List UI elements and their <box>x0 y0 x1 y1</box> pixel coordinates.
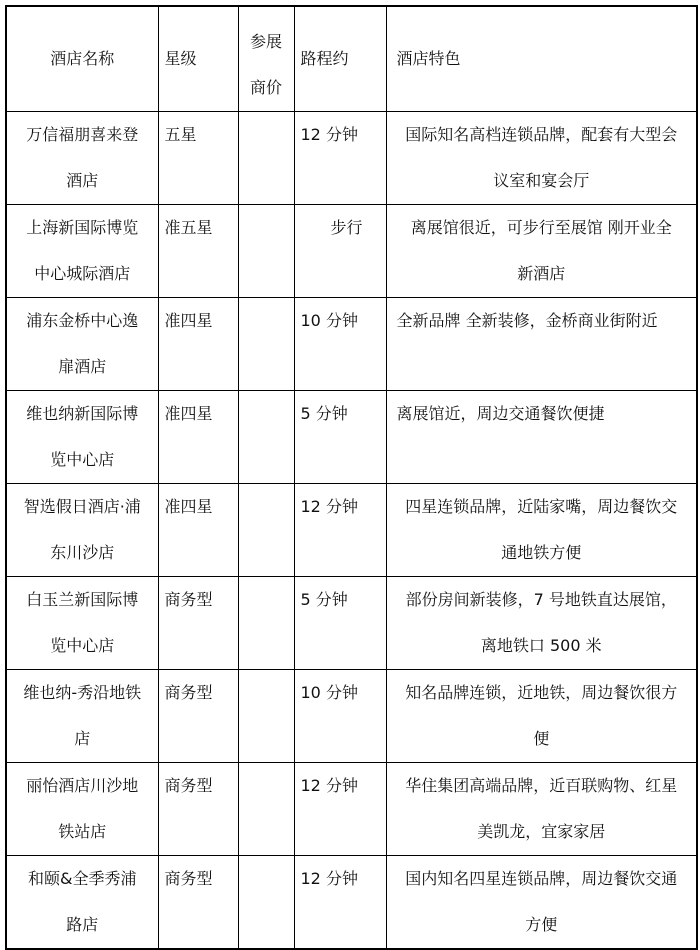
hotel-features-line: 便 <box>533 729 550 748</box>
table-row <box>6 763 697 856</box>
header-price-line2: 商价 <box>249 78 282 97</box>
hotel-name-cell <box>6 298 158 391</box>
distance-cell: 步行 <box>294 205 386 298</box>
hotel-name-cell <box>6 670 158 763</box>
hotel-features-line: 离展馆近，周边交通餐饮便捷 <box>396 404 605 423</box>
hotel-features-cell <box>386 112 697 205</box>
table-row <box>6 298 697 391</box>
distance-cell: 12 分钟 <box>294 484 386 577</box>
hotel-features-cell <box>386 298 697 391</box>
distance-cell: 12 分钟 <box>294 112 386 205</box>
exhibitor-price-cell <box>238 484 294 577</box>
hotel-name-line: 万信福朋喜来登 <box>26 125 139 144</box>
exhibitor-price-cell <box>238 298 294 391</box>
star-rating-cell: 准五星 <box>158 205 238 298</box>
hotel-name-line: 东川沙店 <box>50 543 115 562</box>
header-name: 酒店名称 <box>6 6 158 112</box>
star-rating-cell: 准四星 <box>158 391 238 484</box>
hotel-features-line: 知名品牌连锁，近地铁，周边餐饮很方 <box>405 683 678 702</box>
hotel-name-cell <box>6 763 158 856</box>
table-body <box>6 112 697 950</box>
star-rating-cell: 商务型 <box>158 856 238 950</box>
hotel-name-line: 铁站店 <box>58 822 107 841</box>
hotel-features-line: 华住集团高端品牌，近百联购物、红星 <box>405 776 678 795</box>
distance-cell: 5 分钟 <box>294 391 386 484</box>
distance-cell: 12 分钟 <box>294 856 386 950</box>
hotel-features-line: 国内知名四星连锁品牌，周边餐饮交通 <box>405 869 678 888</box>
table-row <box>6 856 697 950</box>
hotel-features-cell <box>386 391 697 484</box>
hotel-name-cell <box>6 577 158 670</box>
distance-cell: 5 分钟 <box>294 577 386 670</box>
hotel-name-line: 店 <box>74 729 91 748</box>
hotel-name-line: 白玉兰新国际博 <box>26 590 139 609</box>
exhibitor-price-cell <box>238 577 294 670</box>
hotel-name-line: 维也纳-秀沿地铁 <box>23 683 142 702</box>
header-price-line1: 参展 <box>249 32 282 51</box>
distance-cell: 10 分钟 <box>294 670 386 763</box>
hotel-name-line: 浦东金桥中心逸 <box>26 311 139 330</box>
star-rating-cell: 商务型 <box>158 670 238 763</box>
table-row <box>6 205 697 298</box>
hotel-features-line: 新酒店 <box>517 264 566 283</box>
exhibitor-price-cell <box>238 112 294 205</box>
hotel-name-cell <box>6 112 158 205</box>
star-rating-cell: 商务型 <box>158 763 238 856</box>
header-distance: 路程约 <box>294 6 386 112</box>
hotel-features-line: 美凯龙，宜家家居 <box>477 822 606 841</box>
hotel-name-line: 丽怡酒店川沙地 <box>26 776 139 795</box>
hotel-features-line: 国际知名高档连锁品牌，配套有大型会 <box>405 125 678 144</box>
hotel-features-cell <box>386 856 697 950</box>
table-row <box>6 391 697 484</box>
hotel-name-line: 扉酒店 <box>58 357 107 376</box>
hotel-name-cell <box>6 856 158 950</box>
distance-cell: 12 分钟 <box>294 763 386 856</box>
hotel-features-line: 离地铁口 500 米 <box>480 636 602 655</box>
table-row <box>6 484 697 577</box>
hotel-features-line: 部份房间新装修，7 号地铁直达展馆， <box>405 590 677 609</box>
header-features: 酒店特色 <box>386 6 697 112</box>
hotel-features-cell <box>386 763 697 856</box>
hotel-name-line: 酒店 <box>66 171 99 190</box>
hotel-features-line: 全新品牌 全新装修，金桥商业街附近 <box>396 311 658 330</box>
distance-cell: 10 分钟 <box>294 298 386 391</box>
hotel-features-cell <box>386 484 697 577</box>
hotel-name-cell <box>6 484 158 577</box>
hotel-features-line: 离展馆很近，可步行至展馆 刚开业全 <box>410 218 672 237</box>
table-row <box>6 112 697 205</box>
header-star: 星级 <box>158 6 238 112</box>
hotel-name-cell <box>6 205 158 298</box>
hotel-features-line: 议室和宴会厅 <box>493 171 590 190</box>
exhibitor-price-cell <box>238 670 294 763</box>
hotel-name-line: 路店 <box>66 915 99 934</box>
hotel-features-line: 四星连锁品牌，近陆家嘴，周边餐饮交 <box>405 497 678 516</box>
hotel-table <box>5 5 698 950</box>
star-rating-cell: 五星 <box>158 112 238 205</box>
exhibitor-price-cell <box>238 856 294 950</box>
hotel-name-line: 中心城际酒店 <box>34 264 131 283</box>
hotel-name-line: 览中心店 <box>50 636 115 655</box>
hotel-features-cell <box>386 670 697 763</box>
hotel-name-line: 上海新国际博览 <box>26 218 139 237</box>
star-rating-cell: 准四星 <box>158 298 238 391</box>
star-rating-cell: 准四星 <box>158 484 238 577</box>
exhibitor-price-cell <box>238 763 294 856</box>
hotel-features-cell <box>386 577 697 670</box>
table-row <box>6 577 697 670</box>
hotel-features-line: 通地铁方便 <box>501 543 582 562</box>
hotel-name-line: 维也纳新国际博 <box>26 404 139 423</box>
hotel-name-line: 智选假日酒店·浦 <box>23 497 141 516</box>
star-rating-cell: 商务型 <box>158 577 238 670</box>
hotel-name-cell <box>6 391 158 484</box>
table-row <box>6 670 697 763</box>
hotel-name-line: 和颐&全季秀浦 <box>28 869 137 888</box>
exhibitor-price-cell <box>238 205 294 298</box>
hotel-name-line: 览中心店 <box>50 450 115 469</box>
table-header-row <box>6 6 697 112</box>
exhibitor-price-cell <box>238 391 294 484</box>
hotel-features-cell <box>386 205 697 298</box>
header-price <box>238 6 294 112</box>
hotel-features-line: 方便 <box>525 915 558 934</box>
